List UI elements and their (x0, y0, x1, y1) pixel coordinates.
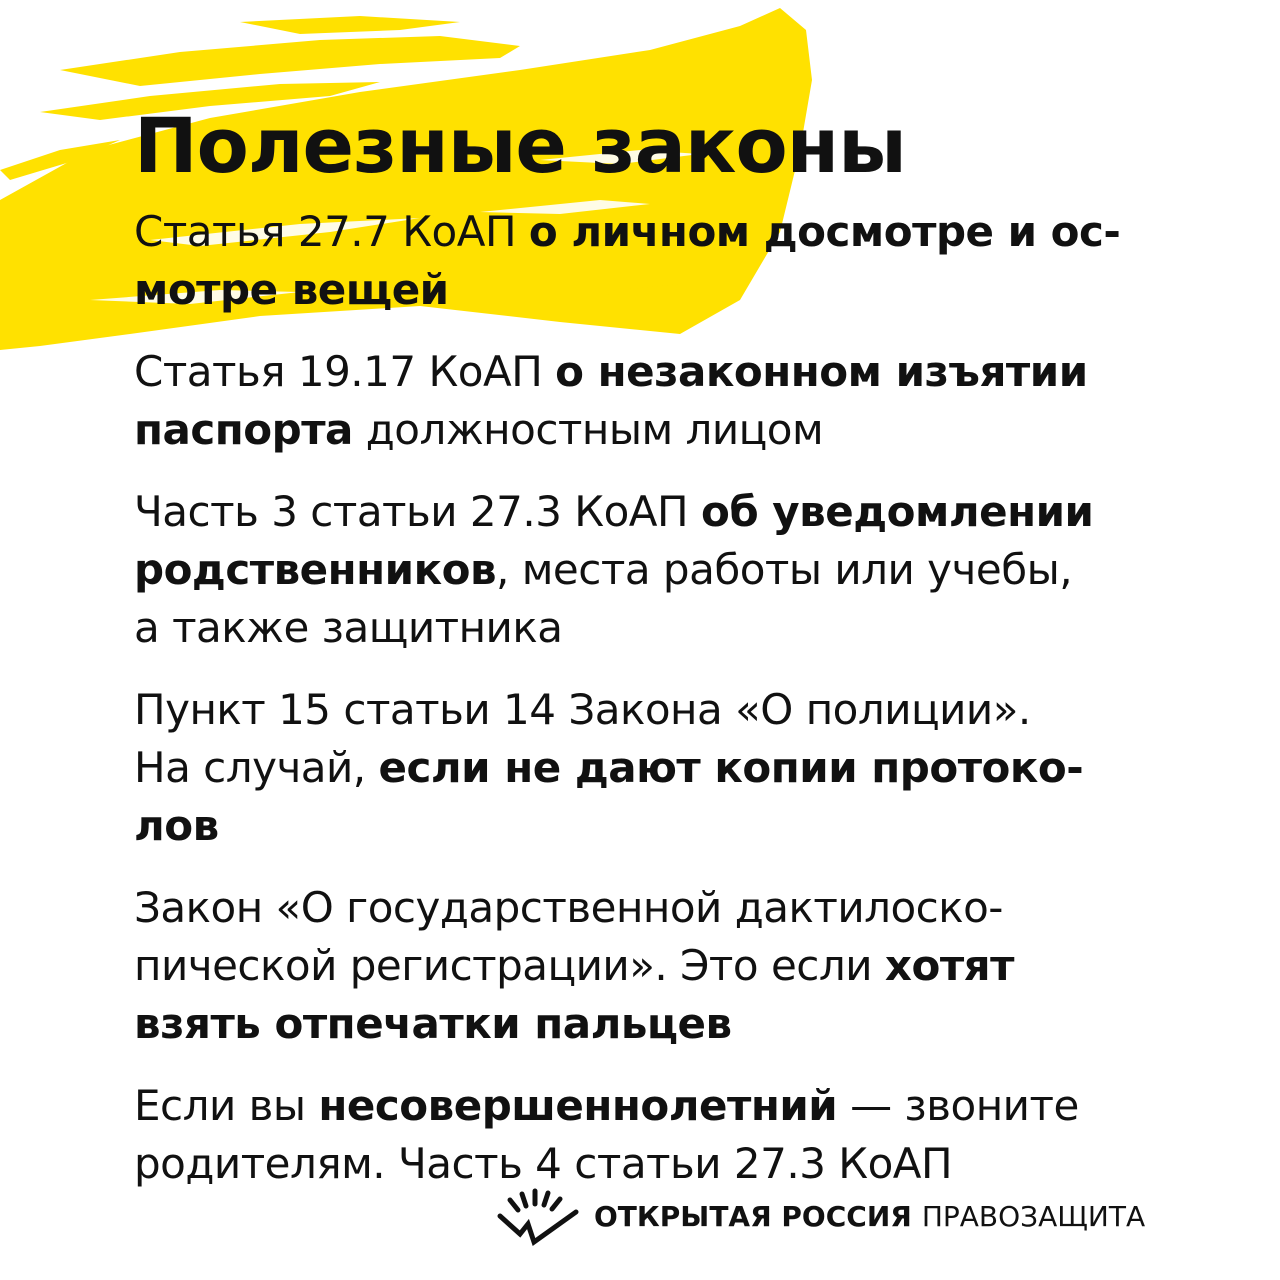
law-line: Статья 27.7 КоАП о личном досмотре и ос- (134, 207, 1121, 256)
law-line: пической регистрации». Это если хотят (134, 941, 1014, 990)
org-subtitle: ПРАВОЗАЩИТА (921, 1199, 1146, 1233)
sun-hand-icon (496, 1186, 580, 1246)
law-item (134, 483, 1234, 657)
law-line: а также защитника (134, 603, 563, 652)
footer-logo (496, 1186, 1145, 1246)
law-line: Пункт 15 статьи 14 Закона «О полиции». (134, 685, 1031, 734)
law-line: взять отпечатки пальцев (134, 999, 732, 1048)
law-item (134, 203, 1234, 319)
law-line: мотре вещей (134, 265, 449, 314)
law-item (134, 1077, 1234, 1193)
law-item (134, 343, 1234, 459)
org-name: ОТКРЫТАЯ РОССИЯ (594, 1199, 912, 1233)
law-line: Если вы несовершеннолетний — звоните (134, 1081, 1079, 1130)
law-line: родителям. Часть 4 статьи 27.3 КоАП (134, 1139, 953, 1188)
law-line: родственников, места работы или учебы, (134, 545, 1073, 594)
law-line: На случай, если не дают копии протоко- (134, 743, 1084, 792)
law-line: лов (134, 801, 219, 850)
law-item (134, 879, 1234, 1053)
law-line: Статья 19.17 КоАП о незаконном изъятии (134, 347, 1088, 396)
law-line: Часть 3 статьи 27.3 КоАП об уведомлении (134, 487, 1094, 536)
law-item (134, 681, 1234, 855)
page-title: Полезные законы (134, 101, 906, 190)
laws-list (134, 203, 1234, 1217)
law-line: Закон «О государственной дактилоско- (134, 883, 1003, 932)
law-line: паспорта должностным лицом (134, 405, 824, 454)
